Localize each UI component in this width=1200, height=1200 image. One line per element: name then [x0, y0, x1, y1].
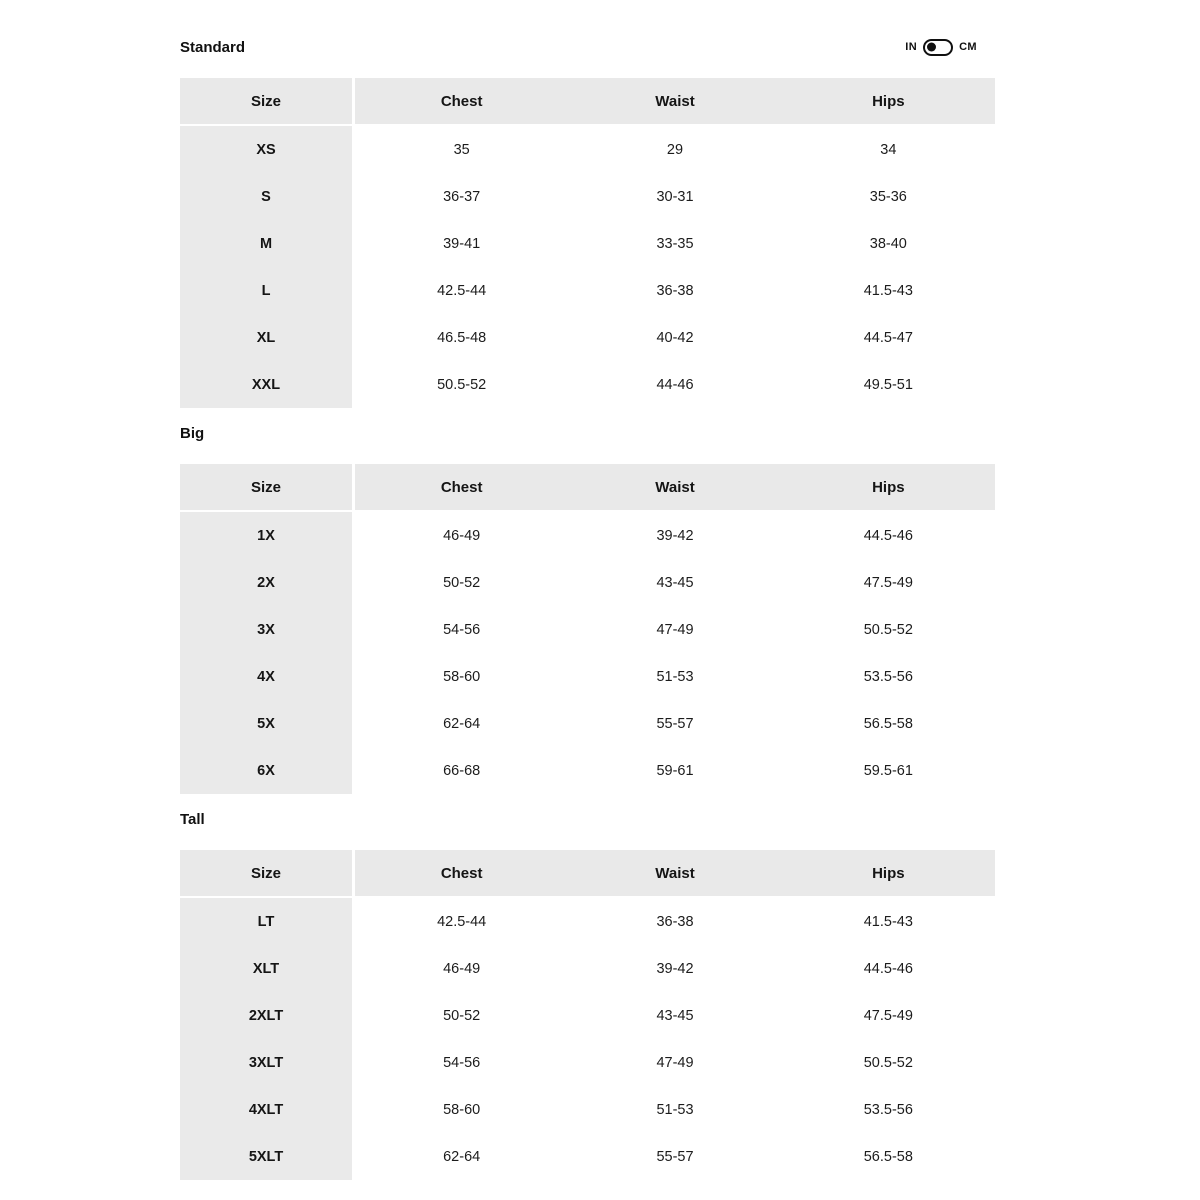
size-cell: XLT [180, 945, 355, 992]
value-cell: 30-31 [568, 173, 781, 220]
size-cell: 5X [180, 700, 355, 747]
value-cell: 44.5-47 [782, 314, 995, 361]
size-cell: S [180, 173, 355, 220]
value-cell: 36-38 [568, 898, 781, 945]
value-cell: 36-38 [568, 267, 781, 314]
value-cell: 47-49 [568, 606, 781, 653]
section-head-standard [180, 38, 995, 56]
value-cell: 56.5-58 [782, 700, 995, 747]
value-cell: 39-42 [568, 945, 781, 992]
value-cell: 33-35 [568, 220, 781, 267]
value-cell: 39-42 [568, 512, 781, 559]
value-cell: 53.5-56 [782, 653, 995, 700]
table-header-row [180, 78, 995, 126]
section-tall [180, 810, 995, 1180]
header-cell-waist: Waist [568, 464, 781, 510]
value-cell: 43-45 [568, 559, 781, 606]
value-cell: 46-49 [355, 512, 568, 559]
table-row [180, 220, 995, 267]
size-cell: 2XLT [180, 992, 355, 1039]
value-cell: 44-46 [568, 361, 781, 408]
unit-switch-knob [927, 43, 936, 52]
value-cell: 44.5-46 [782, 512, 995, 559]
value-cell: 42.5-44 [355, 267, 568, 314]
size-cell: XS [180, 126, 355, 173]
section-standard [180, 38, 995, 408]
table-row [180, 173, 995, 220]
table-row [180, 267, 995, 314]
value-cell: 46-49 [355, 945, 568, 992]
table-row [180, 898, 995, 945]
size-cell: M [180, 220, 355, 267]
unit-label-in: IN [905, 41, 918, 53]
value-cell: 47.5-49 [782, 992, 995, 1039]
value-cell: 53.5-56 [782, 1086, 995, 1133]
value-cell: 50-52 [355, 992, 568, 1039]
value-cell: 59-61 [568, 747, 781, 794]
table-header-row [180, 464, 995, 512]
value-cell: 46.5-48 [355, 314, 568, 361]
value-cell: 35-36 [782, 173, 995, 220]
table-header-row [180, 850, 995, 898]
value-cell: 38-40 [782, 220, 995, 267]
value-cell: 41.5-43 [782, 898, 995, 945]
unit-label-cm: CM [959, 41, 977, 53]
table-row [180, 747, 995, 794]
size-cell: 6X [180, 747, 355, 794]
table-row [180, 559, 995, 606]
section-big [180, 424, 995, 794]
tall-size-table [180, 850, 995, 1180]
header-cell-chest: Chest [355, 464, 568, 510]
header-cell-hips: Hips [782, 464, 995, 510]
value-cell: 47-49 [568, 1039, 781, 1086]
size-cell: 3X [180, 606, 355, 653]
size-cell: 4XLT [180, 1086, 355, 1133]
value-cell: 41.5-43 [782, 267, 995, 314]
table-row [180, 606, 995, 653]
section-head-tall [180, 810, 995, 828]
header-cell-waist: Waist [568, 78, 781, 124]
value-cell: 56.5-58 [782, 1133, 995, 1180]
size-cell: 1X [180, 512, 355, 559]
table-row [180, 314, 995, 361]
size-cell: 3XLT [180, 1039, 355, 1086]
section-title-standard: Standard [180, 38, 246, 56]
value-cell: 51-53 [568, 653, 781, 700]
section-title-tall: Tall [180, 810, 205, 828]
table-row [180, 1133, 995, 1180]
header-cell-hips: Hips [782, 850, 995, 896]
section-title-big: Big [180, 424, 205, 442]
size-cell: 4X [180, 653, 355, 700]
value-cell: 50.5-52 [782, 606, 995, 653]
size-cell: LT [180, 898, 355, 945]
table-row [180, 126, 995, 173]
value-cell: 55-57 [568, 700, 781, 747]
unit-switch-icon[interactable] [923, 39, 953, 56]
unit-toggle[interactable] [905, 39, 977, 56]
big-size-table [180, 464, 995, 794]
header-cell-chest: Chest [355, 850, 568, 896]
header-cell-waist: Waist [568, 850, 781, 896]
value-cell: 59.5-61 [782, 747, 995, 794]
value-cell: 29 [568, 126, 781, 173]
value-cell: 58-60 [355, 653, 568, 700]
value-cell: 44.5-46 [782, 945, 995, 992]
size-cell: 5XLT [180, 1133, 355, 1180]
header-cell-size: Size [180, 78, 355, 124]
value-cell: 50-52 [355, 559, 568, 606]
value-cell: 62-64 [355, 1133, 568, 1180]
value-cell: 58-60 [355, 1086, 568, 1133]
size-chart-page [180, 0, 995, 1180]
value-cell: 40-42 [568, 314, 781, 361]
value-cell: 50.5-52 [782, 1039, 995, 1086]
table-row [180, 512, 995, 559]
value-cell: 49.5-51 [782, 361, 995, 408]
value-cell: 50.5-52 [355, 361, 568, 408]
value-cell: 54-56 [355, 1039, 568, 1086]
value-cell: 54-56 [355, 606, 568, 653]
size-cell: XL [180, 314, 355, 361]
value-cell: 51-53 [568, 1086, 781, 1133]
value-cell: 55-57 [568, 1133, 781, 1180]
size-cell: 2X [180, 559, 355, 606]
value-cell: 39-41 [355, 220, 568, 267]
table-row [180, 361, 995, 408]
standard-size-table [180, 78, 995, 408]
value-cell: 34 [782, 126, 995, 173]
header-cell-hips: Hips [782, 78, 995, 124]
value-cell: 42.5-44 [355, 898, 568, 945]
value-cell: 47.5-49 [782, 559, 995, 606]
size-cell: XXL [180, 361, 355, 408]
table-row [180, 653, 995, 700]
table-row [180, 992, 995, 1039]
section-head-big [180, 424, 995, 442]
header-cell-chest: Chest [355, 78, 568, 124]
value-cell: 62-64 [355, 700, 568, 747]
table-row [180, 945, 995, 992]
value-cell: 43-45 [568, 992, 781, 1039]
table-row [180, 700, 995, 747]
header-cell-size: Size [180, 850, 355, 896]
header-cell-size: Size [180, 464, 355, 510]
value-cell: 66-68 [355, 747, 568, 794]
table-row [180, 1039, 995, 1086]
table-row [180, 1086, 995, 1133]
value-cell: 35 [355, 126, 568, 173]
value-cell: 36-37 [355, 173, 568, 220]
size-cell: L [180, 267, 355, 314]
